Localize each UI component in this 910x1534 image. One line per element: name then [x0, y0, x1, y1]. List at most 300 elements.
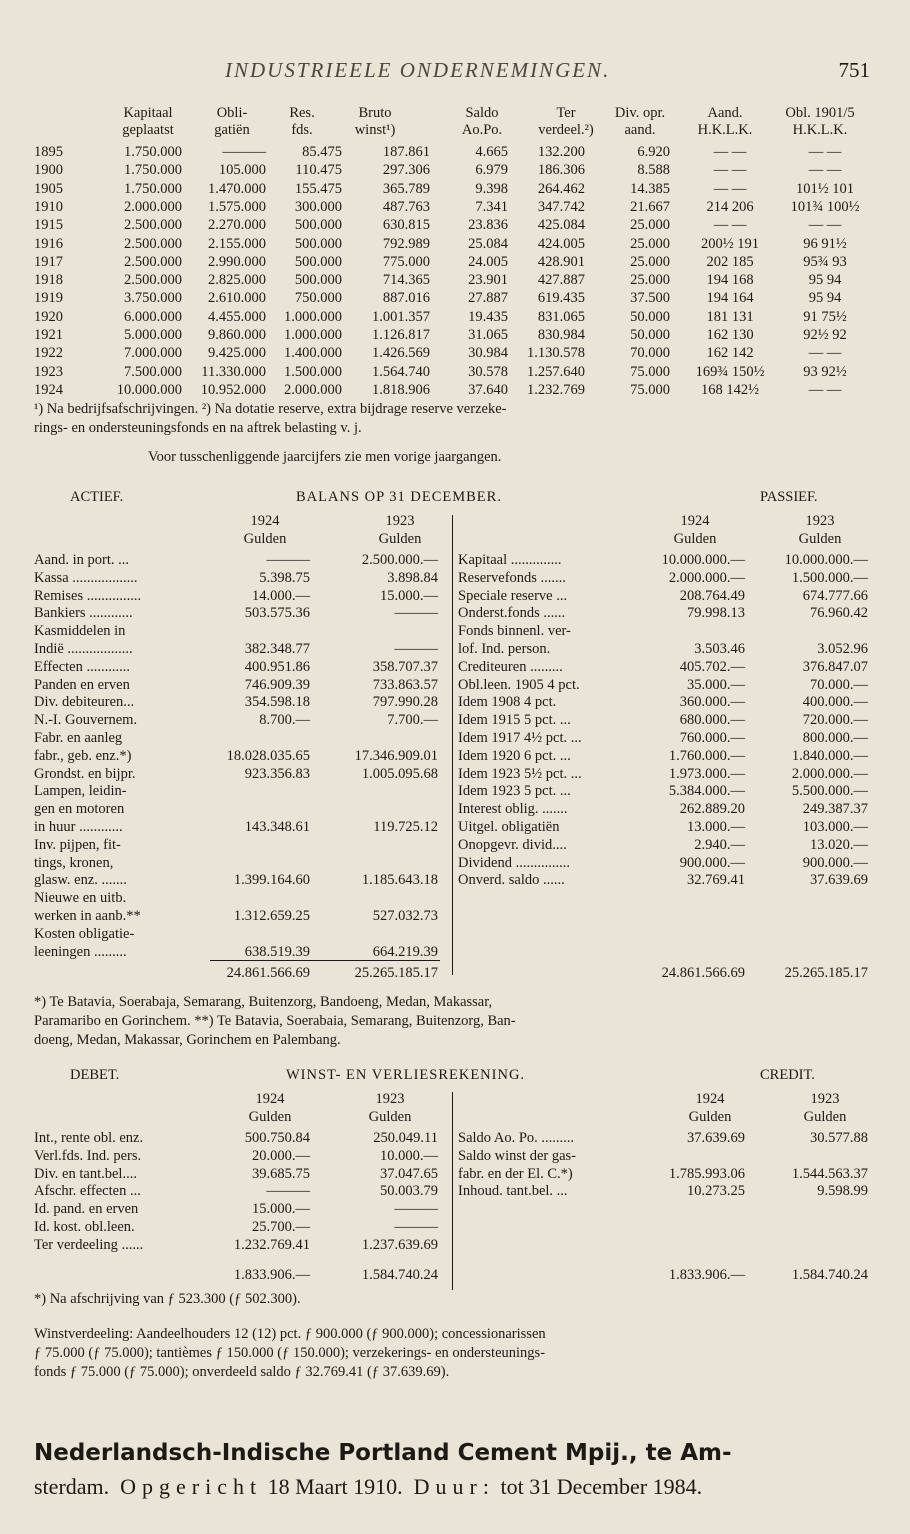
balance-unit-1924-left: Gulden	[243, 531, 287, 547]
history-row-1918-col-2: 2.500.000	[124, 272, 182, 289]
asset-1923-12: 17.346.909.01	[354, 747, 438, 764]
liability-label-18: Dividend ...............	[458, 854, 570, 871]
history-row-1919-col-8: 37.500	[630, 290, 670, 307]
liability-label-1: Kapitaal ..............	[458, 552, 562, 568]
asset-label-15: gen en motoren	[34, 801, 125, 818]
history-row-1922-col-4: 1.400.000	[284, 345, 342, 362]
history-row-1920-col-7: 831.065	[537, 308, 585, 325]
asset-1924-9: 354.598.18	[244, 694, 310, 711]
history-row-1905-col-2: 1.750.000	[124, 180, 182, 197]
credit-label-2: Saldo winst der gas-	[458, 1147, 576, 1164]
history-header-1-line-2: geplaatst	[122, 122, 174, 138]
history-row-1915-col-7: 425.084	[537, 217, 585, 234]
history-row-1920-col-8: 50.000	[630, 308, 670, 325]
liability-1924-1: 10.000.000.—	[661, 552, 745, 568]
pl-year-1924-right: 1924	[695, 1091, 725, 1107]
balance-unit-1923-left: Gulden	[378, 531, 422, 547]
history-row-1895-col-4: 85.475	[302, 144, 342, 160]
history-row-1916-col-10: 96 91½	[803, 235, 847, 252]
history-row-1922-col-7: 1.130.578	[527, 345, 585, 362]
history-header-5-line-2: Ao.Po.	[461, 122, 503, 138]
history-row-1905-col-10: 101½ 101	[796, 180, 854, 197]
asset-1924-7: 400.951.86	[244, 658, 310, 675]
history-row-1920-col-5: 1.001.357	[372, 308, 430, 325]
history-row-1918-col-3: 2.825.000	[208, 272, 266, 289]
history-row-1919-col-1: 1919	[34, 290, 63, 307]
history-footnote-1: ¹) Na bedrijfsafschrijvingen. ²) Na dotatie reserve, extra bijdrage reserve verzeke-	[34, 401, 507, 417]
history-row-1916-col-9: 200½ 191	[701, 235, 759, 252]
history-row-1922-col-10: — —	[808, 345, 842, 362]
liability-1923-10: 720.000.—	[802, 712, 868, 729]
liability-label-5: Fonds binnenl. ver-	[458, 623, 571, 640]
history-row-1919-col-10: 95 94	[808, 290, 842, 307]
history-row-1910-col-8: 21.667	[630, 198, 670, 215]
history-row-1923-col-5: 1.564.740	[372, 363, 430, 380]
liability-label-16: Uitgel. obligatiën	[458, 819, 560, 835]
history-row-1918-col-1: 1918	[34, 272, 63, 289]
debit-1923-3: 37.047.65	[380, 1165, 438, 1182]
next-company-city: sterdam.	[34, 1474, 110, 1499]
history-row-1905-col-5: 365.789	[382, 180, 430, 197]
next-company-name: Nederlandsch-Indische Portland Cement Mpij., te Am-	[34, 1440, 732, 1466]
history-row-1921-col-5: 1.126.817	[372, 327, 430, 343]
history-row-1921-col-1: 1921	[34, 327, 63, 343]
history-row-1895-col-9: — —	[713, 144, 747, 160]
history-row-1924-col-8: 75.000	[630, 381, 670, 398]
history-footnote-2: rings- en ondersteuningsfonds en na aftrek belasting v. j.	[34, 420, 362, 436]
history-row-1905-col-4: 155.475	[294, 180, 342, 197]
asset-1924-2: 5.398.75	[259, 569, 310, 586]
asset-label-13: Grondst. en bijpr.	[34, 765, 136, 782]
history-row-1900-col-4: 110.475	[295, 162, 342, 179]
debit-1923-7: 1.237.639.69	[361, 1236, 438, 1253]
history-header-2-line-2: gatiën	[214, 122, 250, 138]
history-header-6-line-1: Ter	[556, 105, 576, 121]
asset-1923-19: 1.185.643.18	[361, 872, 438, 889]
history-row-1910-col-2: 2.000.000	[124, 198, 182, 215]
pl-left-heading: DEBET.	[70, 1067, 120, 1083]
history-row-1915-col-8: 25.000	[630, 217, 670, 234]
liability-label-6: lof. Ind. person.	[458, 641, 551, 657]
pl-year-1924-left: 1924	[255, 1091, 285, 1107]
history-row-1920-col-6: 19.435	[468, 308, 508, 325]
pl-total-1924-right: 1.833.906.—	[668, 1267, 745, 1283]
history-row-1918-col-8: 25.000	[630, 272, 670, 289]
history-note: Voor tusschenliggende jaarcijfers zie men vorige jaargangen.	[148, 449, 502, 465]
asset-1924-10: 8.700.—	[259, 712, 310, 729]
liability-1923-9: 400.000.—	[802, 694, 868, 711]
history-row-1917-col-4: 500.000	[294, 253, 342, 270]
liability-1923-6: 3.052.96	[817, 641, 868, 657]
asset-label-18: tings, kronen,	[34, 854, 114, 871]
history-header-8-line-2: H.K.L.K.	[697, 122, 753, 138]
next-company-duration: tot 31 December 1984.	[500, 1474, 703, 1499]
history-row-1905-col-8: 14.385	[630, 180, 670, 197]
history-row-1910-col-3: 1.575.000	[208, 198, 266, 215]
credit-label-1: Saldo Ao. Po. .........	[458, 1130, 575, 1146]
credit-1923-3: 1.544.563.37	[791, 1165, 868, 1182]
liability-label-3: Speciale reserve ...	[458, 587, 568, 604]
liability-label-15: Interest oblig. .......	[458, 801, 568, 818]
liability-1924-8: 35.000.—	[687, 676, 745, 693]
history-row-1918-col-9: 194 168	[706, 272, 754, 289]
pl-divider	[452, 1092, 453, 1290]
history-row-1900-col-1: 1900	[34, 162, 63, 179]
pl-unit-1924-left: Gulden	[248, 1109, 292, 1125]
asset-1923-13: 1.005.095.68	[361, 765, 438, 782]
asset-1923-8: 733.863.57	[372, 676, 438, 693]
credit-1923-1: 30.577.88	[810, 1130, 868, 1146]
balance-year-1924-right: 1924	[680, 513, 710, 529]
debit-label-5: Id. pand. en erven	[34, 1201, 139, 1218]
history-row-1924-col-2: 10.000.000	[116, 381, 182, 398]
debit-label-7: Ter verdeeling ......	[34, 1236, 144, 1253]
history-row-1922-col-6: 30.984	[468, 345, 508, 362]
running-title: INDUSTRIEELE ONDERNEMINGEN.	[225, 58, 611, 82]
debit-1923-1: 250.049.11	[373, 1130, 438, 1146]
history-row-1916-col-3: 2.155.000	[208, 235, 266, 252]
history-row-1919-col-9: 194 164	[706, 290, 754, 307]
asset-label-1: Aand. in port. ...	[34, 552, 130, 568]
history-row-1905-col-3: 1.470.000	[208, 180, 266, 197]
history-row-1905-col-7: 264.462	[537, 180, 585, 197]
history-row-1924-col-7: 1.232.769	[527, 381, 585, 398]
asset-label-14: Lampen, leidin-	[34, 783, 127, 800]
asset-1923-6: ———	[394, 641, 438, 657]
history-row-1919-col-5: 887.016	[382, 290, 430, 307]
history-row-1920-col-1: 1920	[34, 308, 63, 325]
history-row-1905-col-9: — —	[713, 180, 747, 197]
history-row-1895-col-2: 1.750.000	[124, 144, 182, 160]
asset-1923-21: 527.032.73	[372, 908, 438, 924]
history-row-1924-col-3: 10.952.000	[200, 381, 266, 398]
history-row-1895-col-5: 187.861	[382, 144, 430, 160]
history-row-1921-col-10: 92½ 92	[803, 327, 847, 343]
running-header	[0, 58, 910, 88]
history-row-1915-col-9: — —	[713, 217, 747, 234]
history-row-1919-col-7: 619.435	[537, 290, 585, 307]
asset-1924-19: 1.399.164.60	[233, 872, 310, 889]
balance-total-1924-right: 24.861.566.69	[661, 965, 745, 981]
liability-label-7: Crediteuren .........	[458, 658, 563, 675]
balance-total-1924-left: 24.861.566.69	[226, 965, 310, 981]
history-row-1905-col-1: 1905	[34, 180, 63, 197]
balance-right-heading: PASSIEF.	[760, 489, 818, 505]
history-row-1900-col-6: 6.979	[475, 162, 508, 179]
liability-label-13: Idem 1923 5½ pct. ...	[458, 765, 582, 782]
asset-label-8: Panden en erven	[34, 676, 130, 693]
history-row-1917-col-5: 775.000	[382, 253, 430, 270]
history-row-1915-col-5: 630.815	[382, 217, 430, 234]
history-row-1921-col-7: 830.984	[537, 327, 585, 343]
asset-label-12: fabr., geb. enz.*)	[34, 747, 132, 764]
asset-label-22: Kosten obligatie-	[34, 925, 135, 942]
liability-1923-1: 10.000.000.—	[784, 552, 868, 568]
history-row-1924-col-4: 2.000.000	[284, 381, 342, 398]
asset-label-7: Effecten ............	[34, 658, 130, 675]
debit-1924-3: 39.685.75	[252, 1165, 310, 1182]
history-row-1915-col-10: — —	[808, 217, 842, 234]
history-row-1917-col-8: 25.000	[630, 253, 670, 270]
asset-1924-12: 18.028.035.65	[226, 747, 310, 764]
asset-1924-6: 382.348.77	[244, 641, 310, 657]
history-row-1920-col-4: 1.000.000	[284, 308, 342, 325]
balance-year-1923-left: 1923	[385, 513, 415, 529]
balance-divider	[452, 515, 453, 975]
history-header-7-line-2: aand.	[624, 122, 656, 138]
history-row-1917-col-7: 428.901	[537, 253, 585, 270]
history-row-1921-col-4: 1.000.000	[284, 327, 342, 343]
history-header-8-line-1: Aand.	[707, 105, 743, 121]
balance-year-1923-right: 1923	[805, 513, 835, 529]
asset-1924-8: 746.909.39	[244, 676, 310, 693]
history-row-1923-col-2: 7.500.000	[124, 363, 182, 380]
liability-1923-19: 37.639.69	[810, 872, 868, 889]
asset-1923-9: 797.990.28	[372, 694, 438, 711]
liability-label-4: Onderst.fonds ......	[458, 605, 566, 622]
history-row-1919-col-3: 2.610.000	[208, 290, 266, 307]
history-row-1923-col-8: 75.000	[630, 363, 670, 380]
history-row-1895-col-1: 1895	[34, 144, 63, 160]
next-company-duration-label: Duur:	[413, 1474, 495, 1499]
history-row-1916-col-1: 1916	[34, 235, 63, 252]
history-row-1923-col-10: 93 92½	[803, 363, 847, 380]
history-row-1910-col-9: 214 206	[706, 198, 754, 215]
history-row-1910-col-1: 1910	[34, 198, 63, 215]
credit-label-4: Inhoud. tant.bel. ...	[458, 1183, 568, 1200]
history-row-1910-col-10: 101¾ 100½	[790, 198, 860, 215]
balance-footnote-2: Paramaribo en Gorinchem. **) Te Batavia, Soerabaia, Semarang, Buitenzorg, Ban-	[34, 1013, 516, 1029]
liability-1924-9: 360.000.—	[679, 694, 745, 711]
history-row-1923-col-6: 30.578	[468, 363, 508, 380]
liability-label-19: Onverd. saldo ......	[458, 872, 565, 889]
liability-1924-10: 680.000.—	[679, 712, 745, 729]
asset-1924-3: 14.000.—	[252, 587, 310, 604]
asset-label-10: N.-I. Gouvernem.	[34, 712, 138, 729]
asset-label-19: glasw. enz. .......	[34, 872, 127, 889]
history-header-9-line-2: H.K.L.K.	[792, 122, 848, 138]
history-row-1916-col-2: 2.500.000	[124, 235, 182, 252]
liability-1924-12: 1.760.000.—	[668, 747, 745, 764]
credit-1924-4: 10.273.25	[687, 1183, 745, 1200]
history-row-1919-col-6: 27.887	[468, 290, 508, 307]
history-row-1918-col-7: 427.887	[537, 272, 585, 289]
history-row-1910-col-4: 300.000	[294, 198, 342, 215]
liability-1923-7: 376.847.07	[802, 658, 868, 675]
next-company-founded-label: Opgericht	[120, 1474, 263, 1499]
pl-total-1923-right: 1.584.740.24	[791, 1267, 868, 1283]
asset-label-23: leeningen .........	[34, 943, 127, 960]
asset-1923-2: 3.898.84	[387, 569, 438, 586]
liability-1924-14: 5.384.000.—	[668, 783, 745, 800]
credit-1924-3: 1.785.993.06	[668, 1165, 745, 1182]
history-row-1923-col-9: 169¾ 150½	[695, 363, 765, 380]
history-row-1920-col-9: 181 131	[706, 308, 754, 325]
liability-1923-14: 5.500.000.—	[791, 783, 868, 800]
asset-1924-13: 923.356.83	[244, 765, 310, 782]
asset-label-17: Inv. pijpen, fit-	[34, 836, 121, 853]
history-row-1920-col-2: 6.000.000	[124, 308, 182, 325]
history-row-1895-col-7: 132.200	[537, 144, 585, 160]
liability-1924-6: 3.503.46	[694, 641, 745, 657]
history-row-1923-col-4: 1.500.000	[284, 363, 342, 380]
asset-1923-16: 119.725.12	[373, 819, 438, 835]
history-row-1924-col-10: — —	[808, 381, 842, 398]
credit-1923-4: 9.598.99	[817, 1183, 868, 1200]
asset-label-3: Remises ...............	[34, 587, 142, 604]
liability-1923-17: 13.020.—	[810, 836, 868, 853]
history-row-1919-col-2: 3.750.000	[124, 290, 182, 307]
asset-1924-23: 638.519.39	[244, 943, 310, 960]
history-row-1910-col-5: 487.763	[382, 198, 430, 215]
asset-1923-1: 2.500.000.—	[361, 552, 438, 568]
credit-label-3: fabr. en der El. C.*)	[458, 1165, 573, 1182]
history-row-1895-col-8: 6.920	[637, 144, 670, 160]
liability-label-12: Idem 1920 6 pct. ...	[458, 747, 571, 764]
liability-1923-3: 674.777.66	[802, 587, 868, 604]
liability-label-17: Onopgevr. divid....	[458, 836, 567, 853]
history-header-5-line-1: Saldo	[465, 105, 499, 121]
profit-distribution-line-3: fonds ƒ 75.000 (ƒ 75.000); onverdeeld saldo ƒ 32.769.41 (ƒ 37.639.69).	[34, 1364, 450, 1380]
history-row-1924-col-9: 168 142½	[701, 381, 759, 398]
balance-footnote-1: *) Te Batavia, Soerabaja, Semarang, Buitenzorg, Bandoeng, Medan, Makassar,	[34, 994, 493, 1010]
balance-total-rule-left	[210, 960, 440, 961]
history-row-1910-col-7: 347.742	[537, 198, 585, 215]
liability-label-2: Reservefonds .......	[458, 569, 566, 586]
debit-label-6: Id. kost. obl.leen.	[34, 1219, 135, 1235]
debit-1924-2: 20.000.—	[252, 1147, 310, 1164]
history-row-1900-col-10: — —	[808, 162, 842, 179]
history-row-1921-col-2: 5.000.000	[124, 327, 182, 343]
history-row-1923-col-3: 11.330.000	[201, 363, 266, 380]
history-row-1917-col-3: 2.990.000	[208, 253, 266, 270]
history-header-6-line-2: verdeel.²)	[538, 122, 594, 138]
history-row-1922-col-8: 70.000	[630, 345, 670, 362]
history-row-1916-col-7: 424.005	[537, 235, 585, 252]
pl-right-heading: CREDIT.	[760, 1067, 815, 1083]
history-row-1918-col-10: 95 94	[808, 272, 842, 289]
history-row-1917-col-10: 95¾ 93	[803, 253, 847, 270]
balance-footnote-3: doeng, Medan, Makassar, Gorinchem en Palembang.	[34, 1032, 341, 1048]
debit-label-2: Verl.fds. Ind. pers.	[34, 1147, 142, 1164]
balance-unit-1924-right: Gulden	[673, 531, 717, 547]
pl-total-1923-left: 1.584.740.24	[361, 1267, 438, 1283]
history-row-1915-col-2: 2.500.000	[124, 217, 182, 234]
liability-1923-13: 2.000.000.—	[791, 765, 868, 782]
history-row-1920-col-3: 4.455.000	[208, 308, 266, 325]
history-row-1917-col-6: 24.005	[468, 253, 508, 270]
history-row-1924-col-1: 1924	[34, 381, 63, 398]
profit-distribution-line-1: Winstverdeeling: Aandeelhouders 12 (12) pct. ƒ 900.000 (ƒ 900.000); concessionarissen	[34, 1326, 546, 1342]
history-header-1-line-1: Kapitaal	[123, 105, 173, 121]
history-header-4-line-1: Bruto	[358, 105, 392, 121]
history-row-1900-col-3: 105.000	[218, 162, 266, 179]
liability-1923-2: 1.500.000.—	[791, 569, 868, 586]
liability-1924-13: 1.973.000.—	[668, 765, 745, 782]
liability-1923-15: 249.387.37	[802, 801, 868, 818]
history-row-1923-col-1: 1923	[34, 363, 63, 380]
history-row-1923-col-7: 1.257.640	[527, 363, 585, 380]
debit-label-3: Div. en tant.bel....	[34, 1165, 137, 1182]
pl-footnote: *) Na afschrijving van ƒ 523.300 (ƒ 502.300).	[34, 1291, 301, 1307]
liability-1924-16: 13.000.—	[687, 819, 745, 835]
history-row-1917-col-2: 2.500.000	[124, 253, 182, 270]
debit-1924-4: ———	[266, 1183, 310, 1200]
history-row-1917-col-9: 202 185	[706, 253, 754, 270]
history-row-1910-col-6: 7.341	[475, 198, 508, 215]
asset-1924-16: 143.348.61	[244, 819, 310, 835]
debit-1923-5: ———	[394, 1201, 438, 1218]
asset-1924-21: 1.312.659.25	[233, 908, 310, 924]
history-row-1922-col-2: 7.000.000	[124, 345, 182, 362]
history-row-1900-col-5: 297.306	[382, 162, 430, 179]
history-row-1915-col-4: 500.000	[294, 217, 342, 234]
asset-label-2: Kassa ..................	[34, 569, 138, 586]
asset-label-4: Bankiers ............	[34, 605, 133, 622]
history-row-1922-col-3: 9.425.000	[208, 345, 266, 362]
asset-1923-4: ———	[394, 605, 438, 622]
asset-label-21: werken in aanb.**	[34, 908, 141, 924]
debit-1924-7: 1.232.769.41	[233, 1236, 310, 1253]
liability-label-14: Idem 1923 5 pct. ...	[458, 783, 571, 800]
history-row-1919-col-4: 750.000	[294, 290, 342, 307]
pl-year-1923-right: 1923	[810, 1091, 840, 1107]
debit-1924-1: 500.750.84	[244, 1130, 310, 1146]
liability-label-10: Idem 1915 5 pct. ...	[458, 712, 571, 729]
history-header-9-line-1: Obl. 1901/5	[785, 105, 855, 121]
liability-1923-11: 800.000.—	[802, 730, 868, 746]
debit-1923-2: 10.000.—	[380, 1147, 438, 1164]
pl-unit-1923-left: Gulden	[368, 1109, 412, 1125]
liability-1924-15: 262.889.20	[679, 801, 745, 818]
history-row-1900-col-8: 8.588	[637, 162, 670, 179]
history-row-1895-col-3: ———	[222, 144, 266, 160]
liability-1923-12: 1.840.000.—	[791, 747, 868, 764]
debit-label-4: Afschr. effecten ...	[34, 1183, 141, 1200]
history-row-1916-col-5: 792.989	[382, 235, 430, 252]
pl-year-1923-left: 1923	[375, 1091, 405, 1107]
history-row-1921-col-6: 31.065	[468, 327, 508, 343]
history-row-1917-col-1: 1917	[34, 253, 63, 270]
liability-1923-18: 900.000.—	[802, 854, 868, 871]
asset-1924-1: ———	[266, 552, 310, 568]
balance-unit-1923-right: Gulden	[798, 531, 842, 547]
liability-1924-4: 79.998.13	[687, 605, 745, 622]
balance-total-1923-right: 25.265.185.17	[784, 965, 868, 981]
history-row-1918-col-5: 714.365	[382, 272, 430, 289]
liability-1923-4: 76.960.42	[810, 605, 868, 622]
debit-1924-5: 15.000.—	[252, 1201, 310, 1218]
history-row-1922-col-1: 1922	[34, 345, 63, 362]
asset-1923-10: 7.700.—	[387, 712, 438, 729]
liability-1924-2: 2.000.000.—	[668, 569, 745, 586]
next-company-founded-date: 18 Maart 1910.	[267, 1474, 403, 1499]
debit-1923-6: ———	[394, 1219, 438, 1235]
history-row-1921-col-9: 162 130	[706, 327, 754, 343]
history-row-1915-col-6: 23.836	[468, 217, 508, 234]
liability-label-9: Idem 1908 4 pct.	[458, 694, 557, 711]
credit-1924-1: 37.639.69	[687, 1130, 745, 1146]
asset-label-16: in huur ............	[34, 819, 123, 835]
balance-year-1924-left: 1924	[250, 513, 280, 529]
history-header-3-line-2: fds.	[291, 122, 313, 138]
history-row-1922-col-5: 1.426.569	[372, 345, 430, 362]
asset-label-11: Fabr. en aanleg	[34, 730, 123, 746]
profit-distribution-line-2: ƒ 75.000 (ƒ 75.000); tantièmes ƒ 150.000 (ƒ 150.000); verzekerings- en ondersteunings-	[34, 1345, 546, 1361]
history-row-1895-col-10: — —	[808, 144, 842, 160]
liability-1924-17: 2.940.—	[694, 836, 745, 853]
history-row-1924-col-6: 37.640	[468, 381, 508, 398]
